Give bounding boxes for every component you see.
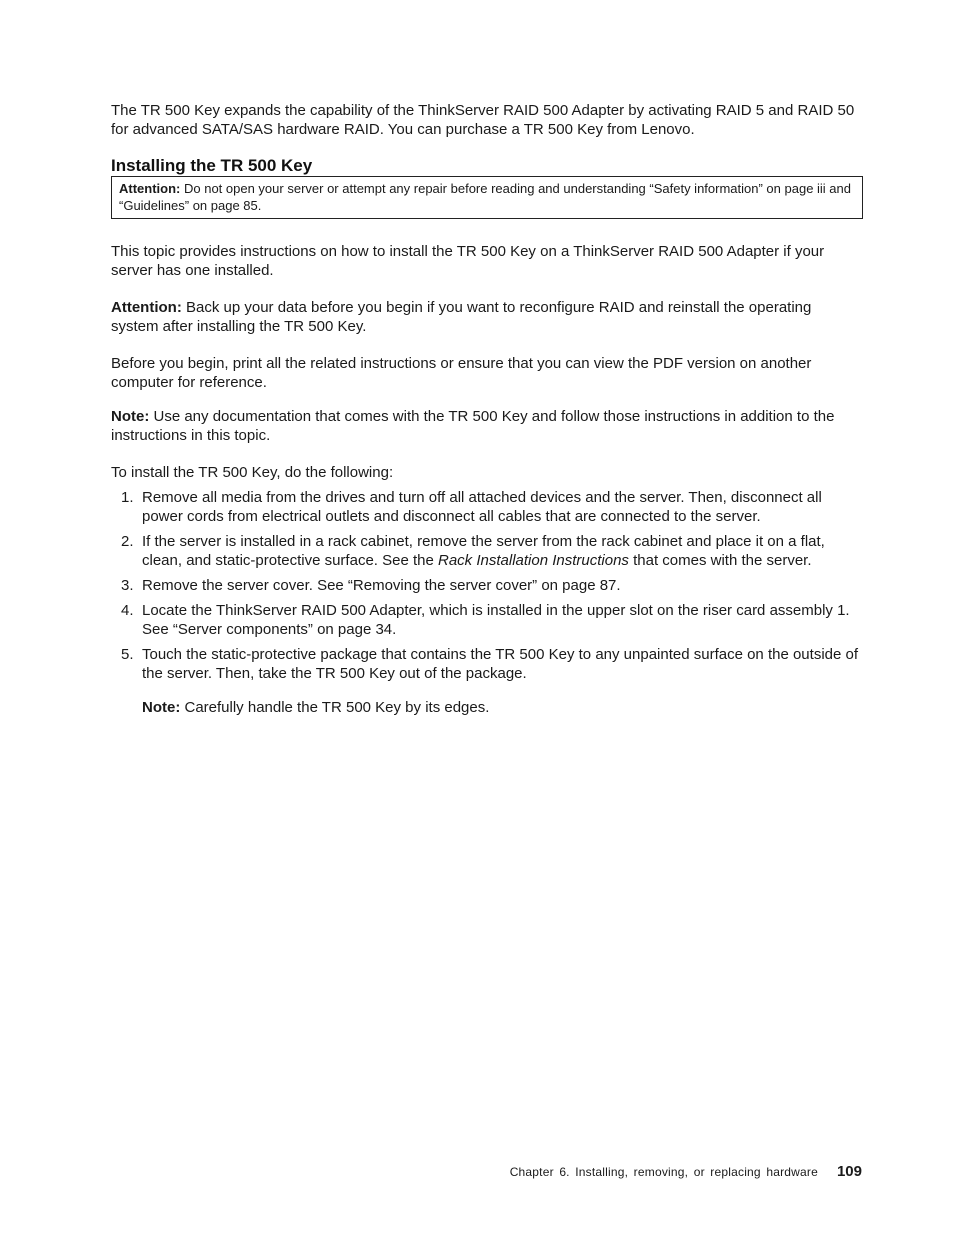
step-note-text: Carefully handle the TR 500 Key by its edges. [180,699,490,716]
steps-list [111,488,863,683]
step-text: Locate the ThinkServer RAID 500 Adapter, which is installed in the upper slot on the riser card assembly 1. See “Server components” on page 34. [142,602,850,638]
step-number: 4. [121,602,134,619]
step-text: Remove all media from the drives and turn off all attached devices and the server. Then, disconnect all power cords from electrical outlets and disconnect all cables that are connected to the server. [142,489,822,525]
footer-chapter: Chapter 6. Installing, removing, or replacing hardware [509,1165,818,1179]
step-item [111,576,863,595]
document-page [111,101,863,717]
step-item [111,645,863,683]
step-number: 3. [121,577,134,594]
step-item [111,532,863,570]
step-item [111,488,863,526]
attention-text: Back up your data before you begin if you want to reconfigure RAID and reinstall the operating system after installing the TR 500 Key. [111,299,812,335]
steps-intro: To install the TR 500 Key, do the following: [111,464,394,481]
step-text-after: that comes with the server. [628,552,812,569]
section-heading: Installing the TR 500 Key [111,156,313,175]
step-number: 1. [121,489,134,506]
step-number: 5. [121,646,134,663]
attention-label: Attention: [111,299,182,316]
note-text: Use any documentation that comes with the TR 500 Key and follow those instructions in addition to the instructions in this topic. [111,408,835,444]
page-number: 109 [836,1163,862,1180]
step-text: Touch the static-protective package that contains the TR 500 Key to any unpainted surface on the outside of the server. Then, take the TR 500 Key out of the package. [142,646,859,682]
step-text: Remove the server cover. See “Removing the server cover” on page 87. [142,577,621,594]
intro-paragraph: The TR 500 Key expands the capability of the ThinkServer RAID 500 Adapter by activating RAID 5 and RAID 50 for advanced SATA/SAS hardware RAID. You can purchase a TR 500 Key from Lenovo. [111,102,855,138]
attention-box-label: Attention: [119,181,181,196]
attention-paragraph [111,298,863,336]
step-text: If the server is installed in a rack cabinet, remove the server from the rack cabinet and place it on a flat, clean, and static-protective surface. See the [142,533,825,569]
before-begin-paragraph: Before you begin, print all the related instructions or ensure that you can view the PDF version on another computer for reference. [111,355,812,391]
step-note [142,698,863,717]
note-label: Note: [111,408,150,425]
step-item [111,601,863,639]
attention-box-text: Do not open your server or attempt any repair before reading and understanding “Safety information” on page iii and “Guidelines” on page 85. [119,181,851,213]
page-footer [510,1163,862,1180]
topic-paragraph: This topic provides instructions on how to install the TR 500 Key on a ThinkServer RAID 500 Adapter if your server has one installed. [111,243,825,279]
note-paragraph [111,407,863,445]
rack-instructions-title: Rack Installation Instructions [438,552,629,569]
step-note-label: Note: [142,699,181,716]
attention-box [111,176,863,219]
step-number: 2. [121,533,134,550]
